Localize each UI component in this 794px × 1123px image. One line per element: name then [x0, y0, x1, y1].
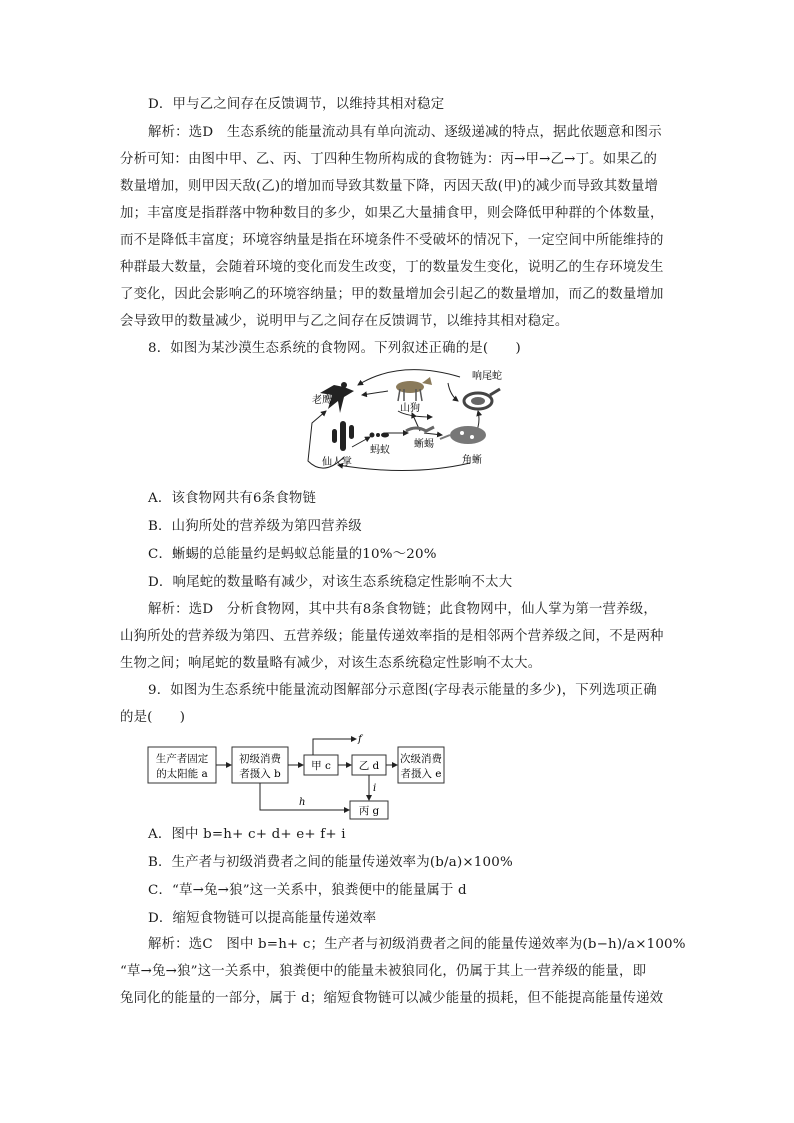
- producer-label: 的太阳能 a: [156, 768, 208, 780]
- horned-lizard-icon: [440, 426, 486, 444]
- jia-label: 甲 c: [311, 760, 331, 772]
- food-web-figure: [300, 365, 540, 477]
- q7-analysis-line: 种群最大数量，会随着环境的变化而发生改变，丁的数量发生变化，说明乙的生存环境发生: [120, 260, 664, 275]
- secondary-consumer-label: 者摄入 e: [400, 768, 442, 780]
- eagle-label: 老鹰: [312, 395, 332, 406]
- q9-option-d: D．缩短食物链可以提高能量传递效率: [148, 911, 377, 926]
- q8-analysis-line: 解析：选D 分析食物网，其中共有8条食物链；此食物网中，仙人掌为第一营养级，: [148, 602, 657, 617]
- q8-option-b: B．山狗所处的营养级为第四营养级: [148, 519, 362, 534]
- lizard-label: 蜥蜴: [414, 439, 434, 450]
- yi-label: 乙 d: [358, 760, 380, 772]
- ant-icon: [370, 433, 390, 438]
- q7-analysis-line: 加；丰富度是指群落中物种数目的多少，如果乙大量捕食甲，则会降低甲种群的个体数量，: [120, 206, 664, 221]
- food-web-arrows: [308, 370, 479, 471]
- q9-option-a: A．图中 b=h+ c+ d+ e+ f+ i: [148, 827, 346, 842]
- bing-label: 丙 g: [358, 805, 380, 817]
- q7-analysis-line: 数量增加，则甲因天敌(乙)的增加而导致其数量下降，丙因天敌(甲)的减少而导致其数量增: [120, 179, 659, 194]
- energy-flow-diagram: [146, 733, 446, 823]
- q8-option-a: A．该食物网共有6条食物链: [148, 491, 317, 506]
- h-label: h: [299, 797, 306, 808]
- f-label: f: [358, 734, 362, 745]
- q7-analysis-line: 了变化，因此会影响乙的环境容纳量；甲的数量增加会引起乙的数量增加，而乙的数量增加: [120, 287, 664, 302]
- q9-option-b: B．生产者与初级消费者之间的能量传递效率为(b/a)×100%: [148, 855, 513, 870]
- cactus-label: 仙人掌: [322, 457, 352, 468]
- q9-analysis-line: “草→兔→狼”这一关系中，狼粪便中的能量未被狼同化，仍属于其上一营养级的能量，即: [120, 964, 647, 979]
- primary-consumer-label: 初级消费: [239, 753, 281, 765]
- coyote-icon: [396, 377, 432, 401]
- horned-lizard-label: 角蜥: [462, 455, 482, 466]
- q8-option-d: D．响尾蛇的数量略有减少，对该生态系统稳定性影响不太大: [148, 575, 513, 590]
- secondary-consumer-label: 次级消费: [400, 753, 442, 765]
- q8-analysis-line: 生物之间；响尾蛇的数量略有减少，对该生态系统稳定性影响不太大。: [120, 656, 542, 671]
- q8-stem: 8．如图为某沙漠生态系统的食物网。下列叙述正确的是( ): [148, 341, 521, 356]
- i-label: i: [373, 783, 377, 794]
- q9-analysis-line: 兔同化的能量的一部分，属于 d；缩短食物链可以减少能量的损耗，但不能提高能量传递效: [120, 991, 664, 1006]
- q9-option-c: C．“草→兔→狼”这一关系中，狼粪便中的能量属于 d: [148, 883, 467, 898]
- q7-analysis-line: 而不是降低丰富度；环境容纳量是指在环境条件不受破坏的情况下，一定空间中所能维持的: [120, 233, 664, 248]
- q7-option-d: D．甲与乙之间存在反馈调节，以维持其相对稳定: [148, 97, 445, 112]
- q7-analysis-line: 会导致甲的数量减少，说明甲与乙之间存在反馈调节，以维持其相对稳定。: [120, 314, 569, 329]
- ant-label: 蚂蚁: [370, 445, 390, 456]
- q8-option-c: C．蜥蜴的总能量约是蚂蚁总能量的10%～20%: [148, 547, 437, 562]
- q7-analysis-line: 分析可知：由图中甲、乙、丙、丁四种生物所构成的食物链为：丙→甲→乙→丁。如果乙的: [120, 152, 658, 167]
- q9-analysis-line: 解析：选C 图中 b=h+ c；生产者与初级消费者之间的能量传递效率为(b−h)/a×100%: [148, 937, 686, 952]
- q7-analysis-line: 解析：选D 生态系统的能量流动具有单向流动、逐级递减的特点，据此依题意和图示: [148, 125, 662, 140]
- producer-label: 生产者固定: [155, 753, 209, 765]
- coyote-label: 山狗: [400, 403, 420, 414]
- primary-consumer-label: 者摄入 b: [239, 768, 281, 780]
- q8-analysis-line: 山狗所处的营养级为第四、五营养级；能量传递效率指的是相邻两个营养级之间，不是两种: [120, 629, 664, 644]
- q9-stem: 的是( ): [120, 710, 186, 725]
- q9-stem: 9．如图为生态系统中能量流动图解部分示意图(字母表示能量的多少)，下列选项正确: [148, 683, 657, 698]
- rattlesnake-label: 响尾蛇: [472, 371, 502, 382]
- cactus-icon: [332, 421, 354, 451]
- rattlesnake-icon: [464, 389, 500, 409]
